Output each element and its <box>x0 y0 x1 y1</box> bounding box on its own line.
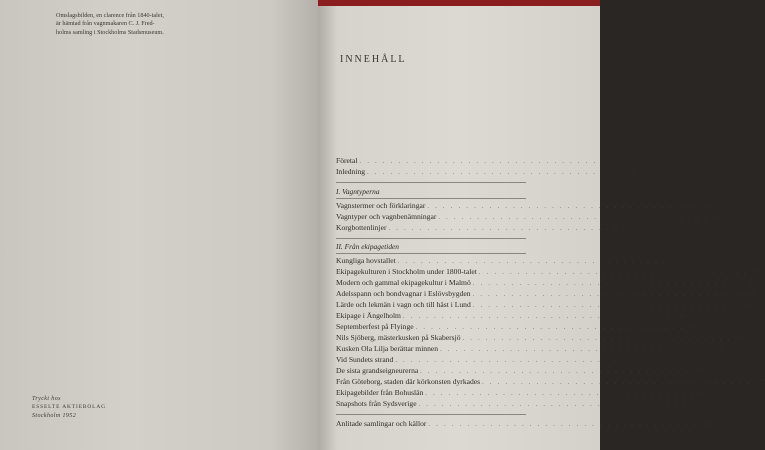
leader-dots: . . . . . . . . . . . . . . . . . . . . . . . . . . . . . . . . . . . <box>388 226 658 232</box>
toc-entry <box>336 322 699 332</box>
divider <box>336 182 526 183</box>
toc-entry <box>336 223 672 233</box>
toc-entry-page: 174 <box>691 366 704 375</box>
toc-entry-page: 130 <box>744 289 756 298</box>
leader-dots: . . . . . . . . . . . . . . . . . . . . . . . . . . . . . . . . . . . <box>420 369 690 375</box>
toc-entry <box>336 355 679 365</box>
printer-line: ESSELTE AKTIEBOLAG <box>32 404 106 411</box>
toc-entry <box>336 366 704 376</box>
leader-dots: . . . . . . . . . . . . . . . . . . . . . . . . . . . . . . . . . . . <box>472 281 742 287</box>
toc-entry-title: Ekipagebilder från Bohuslän <box>336 388 424 397</box>
credit-line: Omslagsbilden, en clarence från 1840-talet, <box>56 12 164 19</box>
toc-entry-page: 150 <box>687 322 699 331</box>
toc-entry-page: 183 <box>697 388 709 397</box>
left-page <box>0 0 318 450</box>
toc-entry <box>336 388 709 398</box>
leader-dots: . . . . . . . . . . . . . . . . . . . . . . . . . . . . . . . . . . . <box>438 215 708 221</box>
toc-entry-title: Inledning <box>336 167 366 176</box>
toc-entry <box>336 377 765 387</box>
toc-entry-title: Nils Sjöberg, mästerkusken på Skabersjö <box>336 333 461 342</box>
toc-entry-page: 99 <box>748 278 756 287</box>
cover-credit <box>56 12 206 37</box>
credit-line: holms samling i Stockholms Stadsmuseum. <box>56 28 164 36</box>
toc-entry-page: 144 <box>674 311 687 320</box>
leader-dots: . . . . . . . . . . . . . . . . . . . . . . . . . . . . . . . . . . . <box>415 325 685 331</box>
toc-entry-page: 11 <box>703 201 711 210</box>
toc-entry <box>336 311 687 321</box>
leader-dots: . . . . . . . . . . . . . . . . . . . . . . . . . . . . . . . . . . . <box>472 292 742 298</box>
leader-dots: . . . . . . . . . . . . . . . . . . . . . . . . . . . . . . . . . . . <box>397 259 667 265</box>
toc-entry-page: 193 <box>690 399 702 408</box>
toc-entry-title: Ekipage i Ängelholm <box>336 311 401 320</box>
toc-entry <box>336 267 762 277</box>
leader-dots: . . . . . . . . . . . . . . . . . . . . . . . . . . . . . . . . . . . <box>359 159 629 165</box>
toc-title: INNEHÅLL <box>340 54 407 65</box>
leader-dots: . . . . . . . . . . . . . . . . . . . . . . . . . . . . . . . . . . . <box>402 314 673 320</box>
toc-entry-title: Modern och gammal ekipagekultur i Malmö <box>336 278 471 287</box>
toc-entry-page: 47 <box>664 223 672 232</box>
toc-entry <box>336 419 712 429</box>
leader-dots: . . . . . . . . . . . . . . . . . . . . . . . . . . . . . . . . . . . <box>482 380 752 386</box>
toc-entry <box>336 399 702 409</box>
credit-line: är hämtad från vagnmakaren C. J. Fred- <box>56 20 155 28</box>
toc-entry-page: 171 <box>667 355 679 364</box>
toc-entry-title: Snapshots från Sydsverige <box>336 399 417 408</box>
section-heading: II. Från ekipagetiden <box>336 242 400 251</box>
toc-entry-title: Vagnstermer och förklaringar <box>336 201 426 210</box>
toc-entry <box>336 156 643 166</box>
leader-dots: . . . . . . . . . . . . . . . . . . . . . . . . . . . . . . . . . . . <box>395 358 665 364</box>
leader-dots: . . . . . . . . . . . . . . . . . . . . . . . . . . . . . . . . . . . <box>425 391 695 397</box>
printer-line: Stockholm 1952 <box>32 412 77 419</box>
toc-entry <box>336 212 722 222</box>
toc-entry-title: Lärde och lekmän i vagn och till häst i Lund <box>336 300 471 309</box>
section-heading: I. Vagntyperna <box>336 187 380 196</box>
toc-entry-title: Kusken Ola Lilja berättar minnen <box>336 344 439 353</box>
leader-dots: . . . . . . . . . . . . . . . . . . . . . . . . . . . . . . . . . . . <box>462 336 732 342</box>
leader-dots: . . . . . . . . . . . . . . . . . . . . . . . . . . . . . . . . . . . <box>472 303 742 309</box>
leader-dots: . . . . . . . . . . . . . . . . . . . . . . . . . . . . . . . . . . . <box>427 204 697 210</box>
toc-entry-page: 138 <box>744 300 756 309</box>
toc-entry-title: Vid Sundets strand <box>336 355 394 364</box>
toc-entry-title: Vagntyper och vagnbenämningar <box>336 212 437 221</box>
toc-entry <box>336 201 711 211</box>
toc-entry-page: 61 <box>673 256 681 265</box>
toc-entry <box>336 256 681 266</box>
toc-entry <box>336 300 756 310</box>
toc-entry-page: 31 <box>713 212 722 221</box>
toc-entry-page: 200 <box>700 419 712 428</box>
printer-line: Tryckt hos <box>32 396 61 402</box>
leader-dots: . . . . . . . . . . . . . . . . . . . . . . . . . . . . . . . . . . . <box>478 270 748 276</box>
toc-entry <box>336 344 724 354</box>
toc-entry-page: 164 <box>711 344 724 353</box>
toc-entry-page: 78 <box>754 267 762 276</box>
cover-edge <box>318 0 600 6</box>
toc-entry-page: 177 <box>753 377 765 386</box>
toc-entry-page: 7 <box>646 167 651 176</box>
leader-dots: . . . . . . . . . . . . . . . . . . . . . . . . . . . . . . . . . . . <box>418 402 688 408</box>
divider <box>336 198 526 199</box>
toc-entry-title: Från Göteborg, staden där körkonsten dyrkades <box>336 377 481 386</box>
printer-imprint <box>32 395 106 420</box>
leader-dots: . . . . . . . . . . . . . . . . . . . . . . . . . . . . . . . . . . . <box>428 422 698 428</box>
toc-entry-title: De sista grandseigneurerna <box>336 366 419 375</box>
toc-entry-title: Adelsspann och bondvagnar i Eslövsbygden <box>336 289 471 298</box>
toc-entry <box>336 289 756 299</box>
toc-entry <box>336 167 651 177</box>
divider <box>336 414 526 415</box>
toc-entry-title: Ekipagekulturen i Stockholm under 1800-talet <box>336 267 477 276</box>
divider <box>336 253 526 254</box>
divider <box>336 238 526 239</box>
toc-entry <box>336 333 746 343</box>
toc-entry-title: Korgbottenlinjer <box>336 223 387 232</box>
leader-dots: . . . . . . . . . . . . . . . . . . . . . . . . . . . . . . . . . . . <box>367 170 637 176</box>
toc-entry-title: Anlitade samlingar och källor <box>336 419 427 428</box>
toc-entry-title: Septemberfest på Flyinge <box>336 322 414 331</box>
toc-entry <box>336 278 756 288</box>
toc-entry-title: Företal <box>336 156 358 165</box>
toc-entry-title: Kungliga hovstallet <box>336 256 396 265</box>
toc-entry-page: 156 <box>734 333 746 342</box>
leader-dots: . . . . . . . . . . . . . . . . . . . . . . . . . . . . . . . . . . . <box>440 347 710 353</box>
toc-entry-page: 5 <box>638 156 643 165</box>
